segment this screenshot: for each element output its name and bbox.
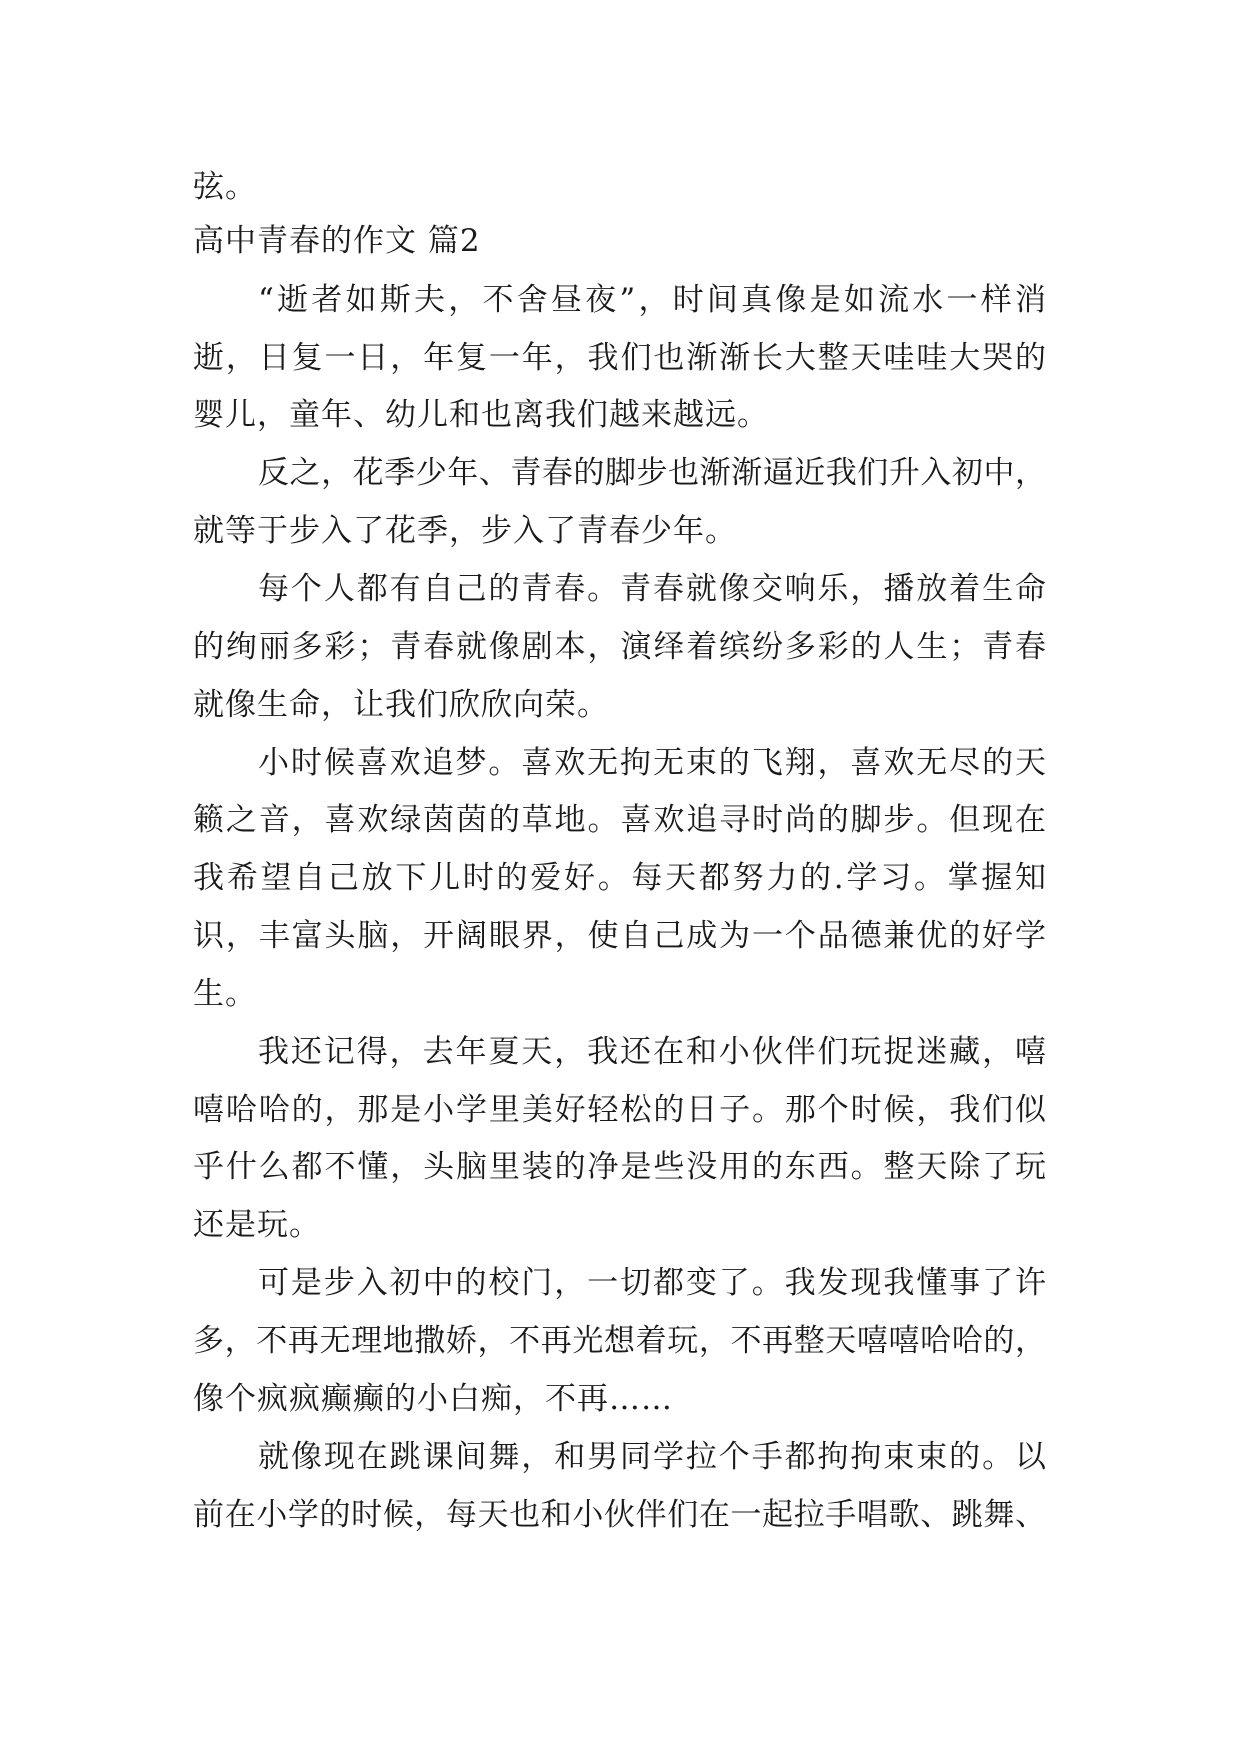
text-line — [0, 734, 1241, 792]
text-line — [0, 271, 1241, 329]
paragraph-end-line: 就像生命，让我们欣欣向荣。 — [193, 687, 609, 723]
paragraph-line: 籁之音，喜欢绿茵茵的草地。喜欢追寻时尚的脚步。但现在 — [193, 802, 1046, 838]
text-line — [0, 907, 1241, 965]
paragraph-first-line: 每个人都有自己的青春。青春就像交响乐，播放着生命 — [258, 571, 1046, 607]
text-line — [0, 1370, 1241, 1428]
paragraph-line: 的绚丽多彩；青春就像剧本，演绎着缤纷多彩的人生；青春 — [193, 629, 1046, 665]
text-line — [0, 1023, 1241, 1081]
text-line — [0, 1428, 1241, 1486]
paragraph-line: 多，不再无理地撒娇，不再光想着玩，不再整天嘻嘻哈哈的， — [193, 1323, 1046, 1359]
text-line — [0, 1254, 1241, 1312]
text-line — [0, 1138, 1241, 1196]
text-line — [0, 386, 1241, 444]
text-line — [0, 444, 1241, 502]
paragraph-first-line: “逝者如斯夫，不舍昼夜”，时间真像是如流水一样消 — [258, 282, 1046, 318]
text-line — [0, 1081, 1241, 1139]
text-line — [0, 502, 1241, 560]
text-line — [0, 560, 1241, 618]
paragraph-first-line: 可是步入初中的校门，一切都变了。我发现我懂事了许 — [258, 1265, 1046, 1301]
paragraph-line: 逝，日复一日，年复一年，我们也渐渐长大整天哇哇大哭的 — [193, 340, 1046, 376]
paragraph-line: 乎什么都不懂，头脑里装的净是些没用的东西。整天除了玩 — [193, 1149, 1046, 1185]
paragraph-line: 我希望自己放下儿时的爱好。每天都努力的.学习。掌握知 — [193, 860, 1046, 896]
text-line — [0, 791, 1241, 849]
text-line — [0, 329, 1241, 387]
paragraph-end-line: 还是玩。 — [193, 1207, 321, 1243]
text-line — [0, 965, 1241, 1023]
text-line — [0, 1312, 1241, 1370]
text-line — [0, 1196, 1241, 1254]
paragraph-end-line: 弦。 — [193, 169, 257, 205]
paragraph-first-line: 小时候喜欢追梦。喜欢无拘无束的飞翔，喜欢无尽的天 — [258, 745, 1046, 781]
paragraph-end-line: 就等于步入了花季，步入了青春少年。 — [193, 513, 737, 549]
text-line — [0, 212, 1241, 270]
text-line — [0, 1486, 1241, 1544]
text-line — [0, 676, 1241, 734]
paragraph-first-line: 就像现在跳课间舞，和男同学拉个手都拘拘束束的。以 — [258, 1439, 1046, 1475]
paragraph-first-line: 我还记得，去年夏天，我还在和小伙伴们玩捉迷藏，嘻 — [258, 1034, 1046, 1070]
paragraph-end-line: 像个疯疯癫癫的小白痴，不再…… — [193, 1381, 673, 1417]
section-heading: 高中青春的作文 篇2 — [193, 223, 481, 259]
paragraph-line: 嘻哈哈的，那是小学里美好轻松的日子。那个时候，我们似 — [193, 1092, 1046, 1128]
paragraph-line: 识，丰富头脑，开阔眼界，使自己成为一个品德兼优的好学 — [193, 918, 1046, 954]
paragraph-end-line: 生。 — [193, 976, 257, 1012]
text-line — [0, 158, 1241, 216]
paragraph-first-line: 反之，花季少年、青春的脚步也渐渐逼近我们升入初中， — [258, 455, 1046, 491]
text-line — [0, 849, 1241, 907]
text-line — [0, 618, 1241, 676]
paragraph-end-line: 婴儿，童年、幼儿和也离我们越来越远。 — [193, 397, 769, 433]
paragraph-line: 前在小学的时候，每天也和小伙伴们在一起拉手唱歌、跳舞、 — [193, 1497, 1046, 1533]
